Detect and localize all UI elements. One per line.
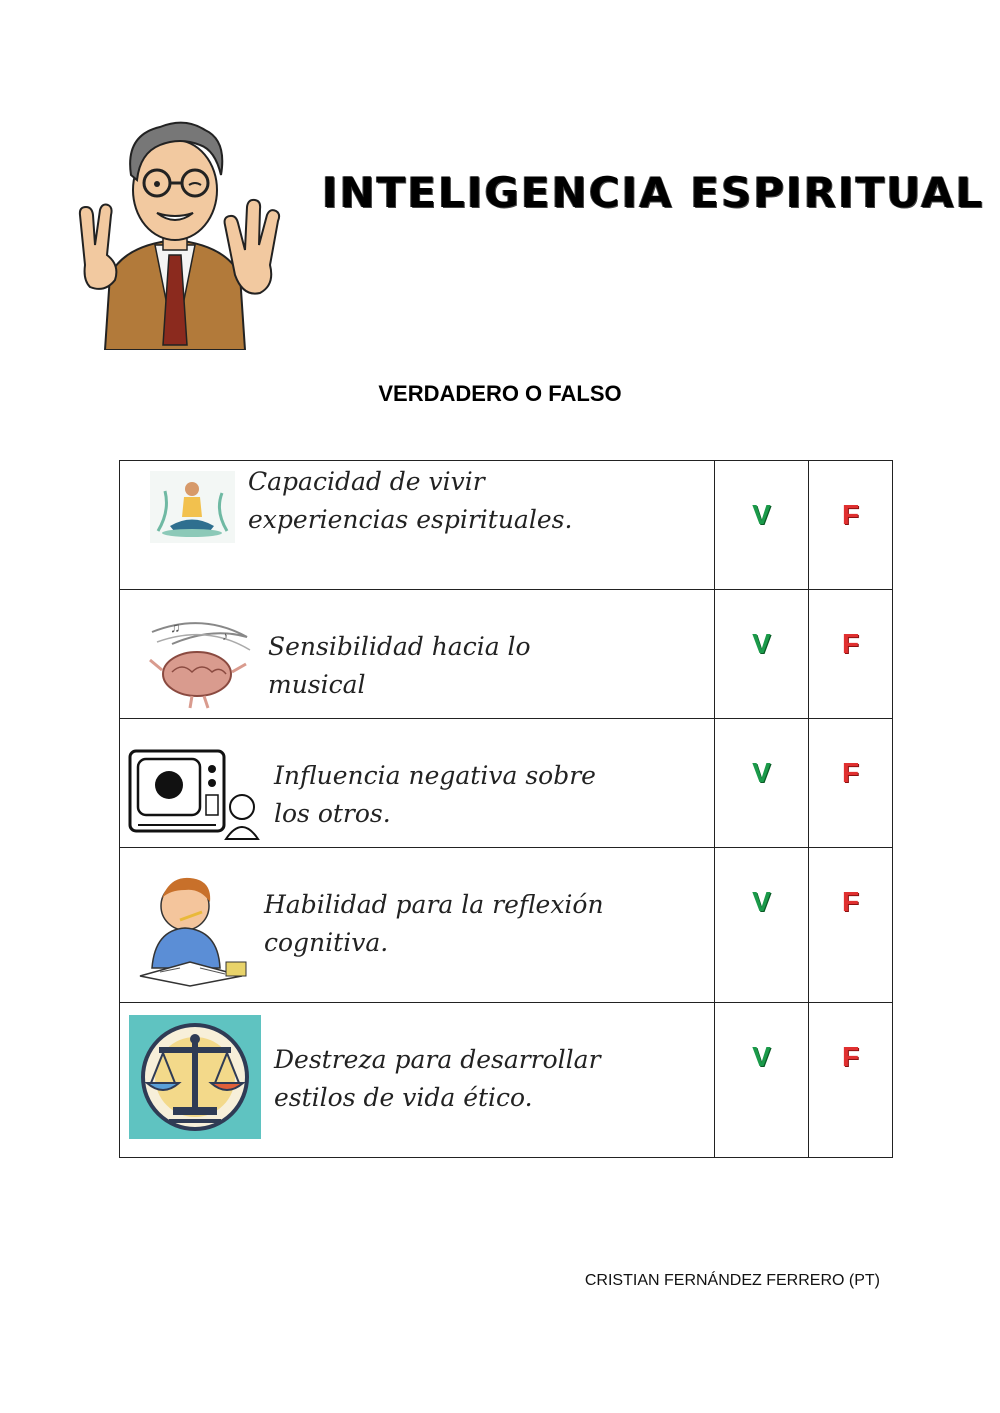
justice-scale-icon [129, 1015, 261, 1139]
author-credit: CRISTIAN FERNÁNDEZ FERRERO (PT) [584, 1272, 880, 1289]
true-mark[interactable]: V [752, 886, 771, 917]
true-mark[interactable]: V [752, 757, 771, 788]
true-mark[interactable]: V [752, 499, 771, 530]
svg-text:♫: ♫ [170, 619, 181, 635]
false-mark[interactable]: F [841, 628, 860, 659]
music-brain-icon [142, 612, 257, 710]
true-option-cell[interactable] [715, 590, 809, 719]
true-false-table [119, 460, 893, 1158]
false-option-cell[interactable] [809, 590, 893, 719]
true-option-cell[interactable] [715, 719, 809, 848]
statement-cell [120, 1003, 715, 1158]
false-option-cell[interactable] [809, 719, 893, 848]
false-mark[interactable]: F [841, 1041, 860, 1072]
statement-cell [120, 461, 715, 590]
thinking-child-icon [130, 868, 252, 988]
table-row [120, 848, 893, 1003]
statement-line-2: musical [268, 670, 366, 699]
true-mark[interactable]: V [752, 628, 771, 659]
statement-line-1: Capacidad de vivir [248, 467, 485, 496]
false-option-cell[interactable] [809, 461, 893, 590]
true-option-cell[interactable] [715, 461, 809, 590]
statement-line-2: estilos de vida ético. [274, 1083, 533, 1112]
statement-cell [120, 848, 715, 1003]
false-mark[interactable]: F [841, 886, 860, 917]
false-option-cell[interactable] [809, 1003, 893, 1158]
statement-line-2: cognitiva. [264, 928, 389, 957]
statement-line-2: experiencias espirituales. [248, 505, 573, 534]
true-option-cell[interactable] [715, 848, 809, 1003]
statement-cell [120, 590, 715, 719]
table-row [120, 590, 893, 719]
statement-line-1: Habilidad para la reflexión [264, 890, 604, 919]
meditation-icon [150, 471, 235, 543]
false-option-cell[interactable] [809, 848, 893, 1003]
table-row [120, 1003, 893, 1158]
statement-line-1: Influencia negativa sobre [274, 761, 596, 790]
statement-line-1: Destreza para desarrollar [274, 1045, 601, 1074]
false-mark[interactable]: F [841, 499, 860, 530]
section-subtitle: VERDADERO O FALSO [378, 381, 622, 406]
table-row [120, 719, 893, 848]
television-icon [126, 745, 262, 841]
page-title: INTELIGENCIA ESPIRITUAL [322, 168, 985, 217]
false-mark[interactable]: F [841, 757, 860, 788]
statement-line-1: Sensibilidad hacia lo [268, 632, 531, 661]
statement-line-2: los otros. [274, 799, 391, 828]
svg-text:♪: ♪ [222, 629, 228, 643]
table-row [120, 461, 893, 590]
true-option-cell[interactable] [715, 1003, 809, 1158]
true-mark[interactable]: V [752, 1041, 771, 1072]
statement-cell [120, 719, 715, 848]
teacher-illustration-icon [65, 115, 285, 350]
